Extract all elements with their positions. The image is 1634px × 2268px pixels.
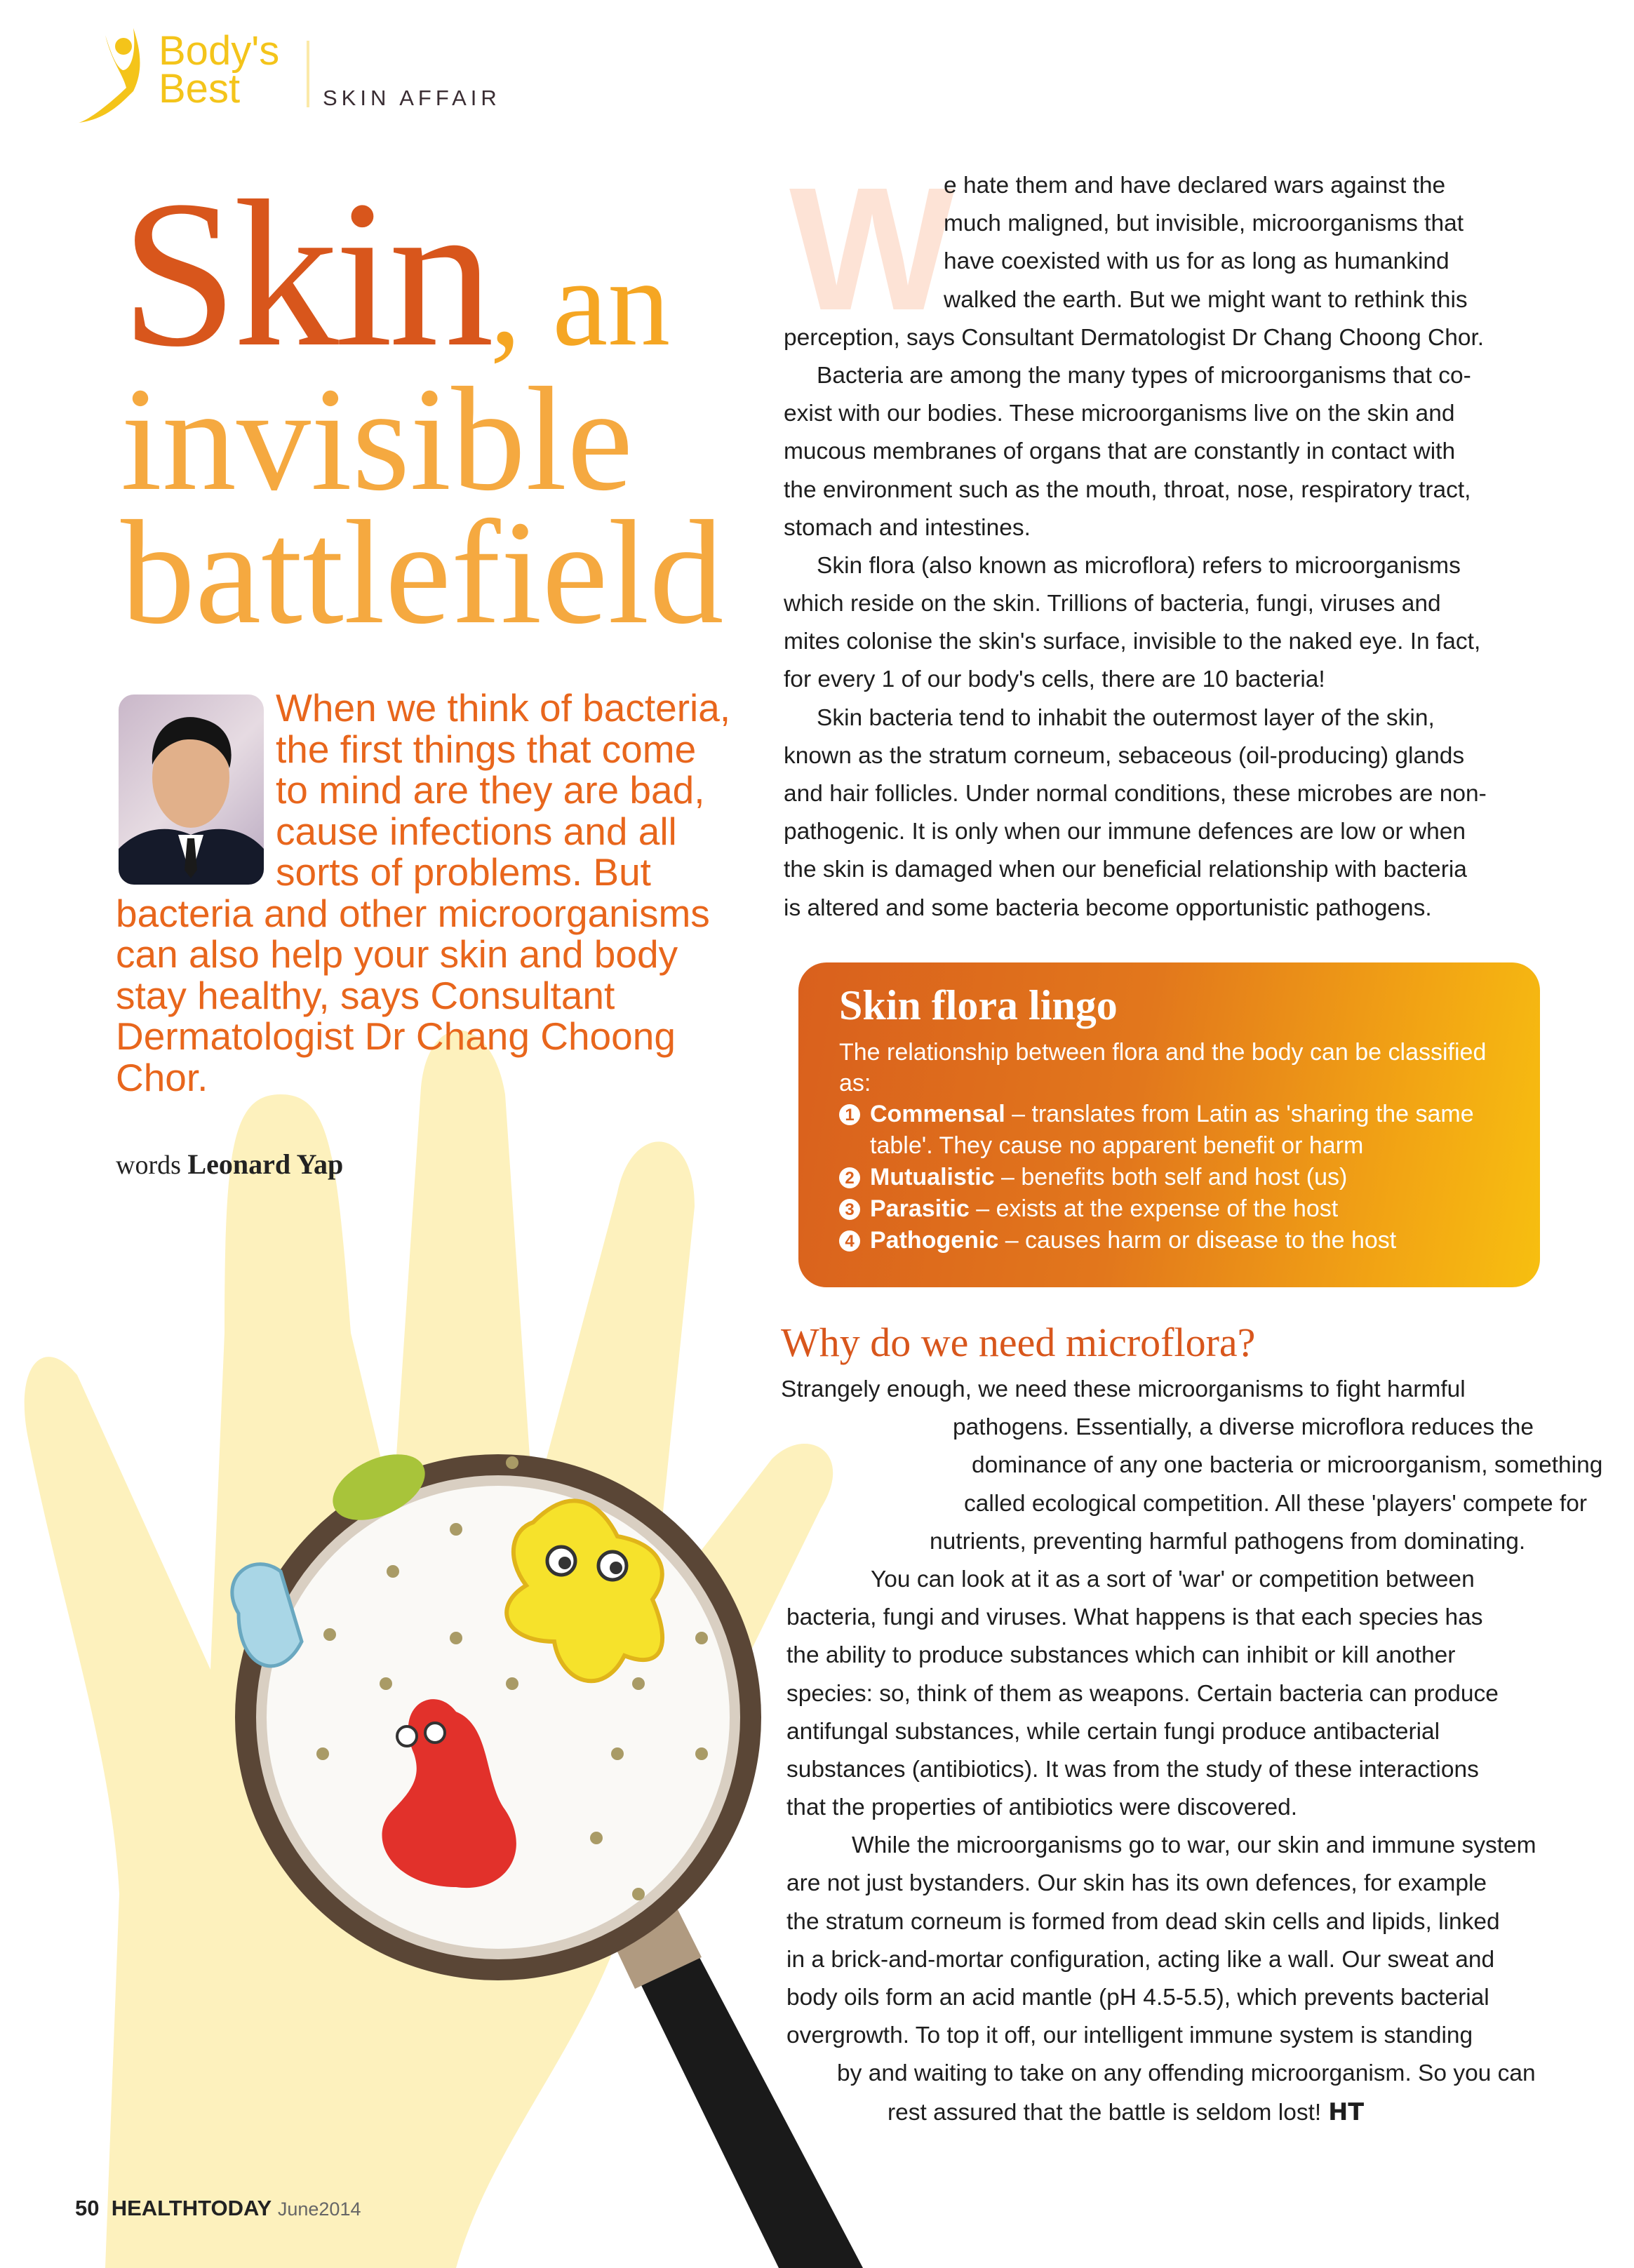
why-line: [781, 1485, 1595, 1523]
box-lead: The relationship between flora and the body can be classified as:: [839, 1039, 1487, 1096]
why-heading: Why do we need microflora?: [781, 1320, 1256, 1365]
lingo-item-text: [870, 1193, 1338, 1225]
why-line: [781, 1751, 1595, 1789]
why-line-text: pathogens. Essentially, a diverse microflora reduces the: [953, 1414, 1534, 1441]
why-line-text: by and waiting to take on any offending microorganism. So you can: [837, 2060, 1536, 2087]
article-line: the environment such as the mouth, throat, nose, respiratory tract,: [784, 476, 1471, 503]
article-line: walked the earth. But we might want to rethink this: [944, 286, 1468, 313]
why-line: [781, 1903, 1595, 1941]
title-line-invisible: invisible: [121, 356, 634, 521]
why-line-text: species: so, think of them as weapons. Certain bacteria can produce: [786, 1680, 1499, 1707]
title-line-battlefield: battlefield: [121, 490, 724, 655]
article-line: have coexisted with us for as long as humankind: [944, 248, 1449, 275]
body-logo-icon: [79, 28, 140, 123]
why-line: [781, 1827, 1595, 1865]
article-line: much maligned, but invisible, microorganisms that: [944, 210, 1464, 237]
article-line: stomach and intestines.: [784, 514, 1031, 541]
skin-flora-lingo-box: [798, 962, 1540, 1287]
why-line-text: antifungal substances, while certain fungi produce antibacterial: [786, 1718, 1440, 1745]
number-badge-icon: 1: [839, 1104, 860, 1125]
article-line: exist with our bodies. These microorganisms live on the skin and: [784, 401, 1455, 427]
why-line: [781, 1561, 1595, 1599]
why-line: [781, 1675, 1595, 1713]
article-line: mucous membranes of organs that are constantly in contact with: [784, 438, 1456, 465]
article-line: mites colonise the skin's surface, invisible to the naked eye. In fact,: [784, 629, 1481, 655]
byline-author: Leonard Yap: [187, 1148, 344, 1180]
lingo-desc: – exists at the expense of the host: [969, 1195, 1339, 1222]
why-line: [781, 1789, 1595, 1827]
article-line: Skin flora (also known as microflora) refers to microorganisms: [817, 552, 1461, 579]
title-word-skin: Skin: [121, 157, 490, 390]
issue-date: June2014: [277, 2199, 361, 2220]
why-line: [781, 1941, 1595, 1979]
page-title: [121, 157, 724, 655]
article-line: e hate them and have declared wars against the: [944, 173, 1446, 199]
article-body: [784, 167, 1598, 927]
intro-standfirst: [116, 687, 733, 1098]
why-line: [781, 1713, 1595, 1751]
why-line-text: While the microorganisms go to war, our skin and immune system: [852, 1832, 1536, 1859]
why-line-text: that the properties of antibiotics were discovered.: [786, 1794, 1298, 1821]
article-line: pathogenic. It is only when our immune defences are low or when: [784, 819, 1466, 845]
why-line: [781, 1637, 1595, 1675]
magnifier-lens: [235, 1454, 761, 1980]
why-line: [781, 1599, 1595, 1637]
why-line-text: dominance of any one bacteria or microorganism, something: [972, 1452, 1603, 1479]
why-line-text: Strangely enough, we need these microorganisms to fight harmful: [781, 1376, 1466, 1402]
page-number: 50: [75, 2196, 100, 2220]
article-line: Skin bacteria tend to inhabit the outermost layer of the skin,: [817, 704, 1435, 731]
end-mark: HT: [1328, 2098, 1365, 2126]
page-footer: [75, 2196, 361, 2221]
why-line: [781, 1979, 1595, 2017]
why-line: [781, 2017, 1595, 2055]
section-label: SKIN AFFAIR: [323, 86, 501, 110]
byline: [116, 1148, 343, 1181]
drop-cap: W: [789, 151, 955, 347]
lingo-item: [839, 1225, 1512, 1256]
article-line: for every 1 of our body's cells, there are 10 bacteria!: [784, 666, 1325, 693]
lingo-term: Pathogenic: [870, 1227, 999, 1254]
lingo-term: Mutualistic: [870, 1164, 995, 1190]
why-line-text: called ecological competition. All these 'players' compete for: [964, 1490, 1587, 1517]
number-badge-icon: 3: [839, 1199, 860, 1220]
article-line: and hair follicles. Under normal conditions, these microbes are non-: [784, 781, 1487, 807]
article-line: which reside on the skin. Trillions of bacteria, fungi, viruses and: [784, 591, 1441, 617]
why-line: [781, 2093, 1595, 2131]
box-title: Skin flora lingo: [839, 982, 1118, 1028]
why-line: [781, 1371, 1595, 1409]
why-line: [781, 1523, 1595, 1561]
lingo-term: Commensal: [870, 1101, 1005, 1127]
why-line: [781, 2055, 1595, 2093]
magazine-name: HEALTHTODAY: [111, 2196, 272, 2220]
why-line-text: in a brick-and-mortar configuration, acting like a wall. Our sweat and: [786, 1946, 1495, 1973]
article-line: Bacteria are among the many types of microorganisms that co-: [817, 362, 1471, 389]
why-line: [781, 1447, 1603, 1484]
byline-prefix: words: [116, 1150, 181, 1180]
lingo-desc: – translates from Latin as 'sharing the same table'. They cause no apparent benefit or harm: [870, 1101, 1474, 1159]
lingo-term: Parasitic: [870, 1195, 970, 1222]
why-line-text: substances (antibiotics). It was from the study of these interactions: [786, 1756, 1479, 1783]
why-line-text: the stratum corneum is formed from dead skin cells and lipids, linked: [786, 1908, 1500, 1935]
why-line-text: nutrients, preventing harmful pathogens from dominating.: [930, 1528, 1526, 1555]
logo-divider: [307, 41, 309, 107]
intro-text: When we think of bacteria, the first things that come to mind are they are bad, cause infections and all sorts of problems. But bacteria and other microorganisms can also help your skin and body stay healthy, says Consultant Dermatologist Dr Chang Choong Chor.: [116, 686, 731, 1099]
why-line-text: body oils form an acid mantle (pH 4.5-5.5), which prevents bacterial: [786, 1985, 1489, 2011]
lingo-item: [839, 1099, 1512, 1162]
article-line: the skin is damaged when our beneficial relationship with bacteria: [784, 857, 1467, 883]
article-line: known as the stratum corneum, sebaceous (oil-producing) glands: [784, 742, 1465, 769]
logo: [159, 28, 280, 112]
why-line-text: You can look at it as a sort of 'war' or competition between: [871, 1566, 1475, 1592]
why-line-text: the ability to produce substances which can inhibit or kill another: [786, 1642, 1456, 1669]
number-badge-icon: 4: [839, 1230, 860, 1252]
number-badge-icon: 2: [839, 1167, 860, 1188]
why-line-text: overgrowth. To top it off, our intelligent immune system is standing: [786, 2022, 1473, 2049]
why-line-text: are not just bystanders. Our skin has its own defences, for example: [786, 1870, 1487, 1897]
why-line: [781, 1865, 1595, 1903]
lingo-item-text: [870, 1225, 1396, 1256]
lingo-desc: – benefits both self and host (us): [994, 1164, 1348, 1190]
lingo-item: [839, 1193, 1512, 1225]
title-word-an: , an: [490, 233, 671, 372]
lingo-item-text: [870, 1162, 1347, 1193]
article-line: is altered and some bacteria become opportunistic pathogens.: [784, 894, 1432, 921]
why-line: [781, 1409, 1595, 1447]
logo-line-1: Body's: [159, 28, 280, 74]
why-line-text: rest assured that the battle is seldom lost!: [888, 2099, 1322, 2126]
logo-line-2: Best: [159, 66, 241, 112]
why-body: [781, 1371, 1603, 2131]
lingo-item: [839, 1162, 1512, 1193]
box-items: [839, 1099, 1512, 1256]
article-line: perception, says Consultant Dermatologist Dr Chang Choong Chor.: [784, 324, 1485, 351]
lingo-desc: – causes harm or disease to the host: [998, 1227, 1397, 1254]
why-line-text: bacteria, fungi and viruses. What happens is that each species has: [786, 1604, 1483, 1631]
lingo-item-text: [870, 1099, 1512, 1162]
